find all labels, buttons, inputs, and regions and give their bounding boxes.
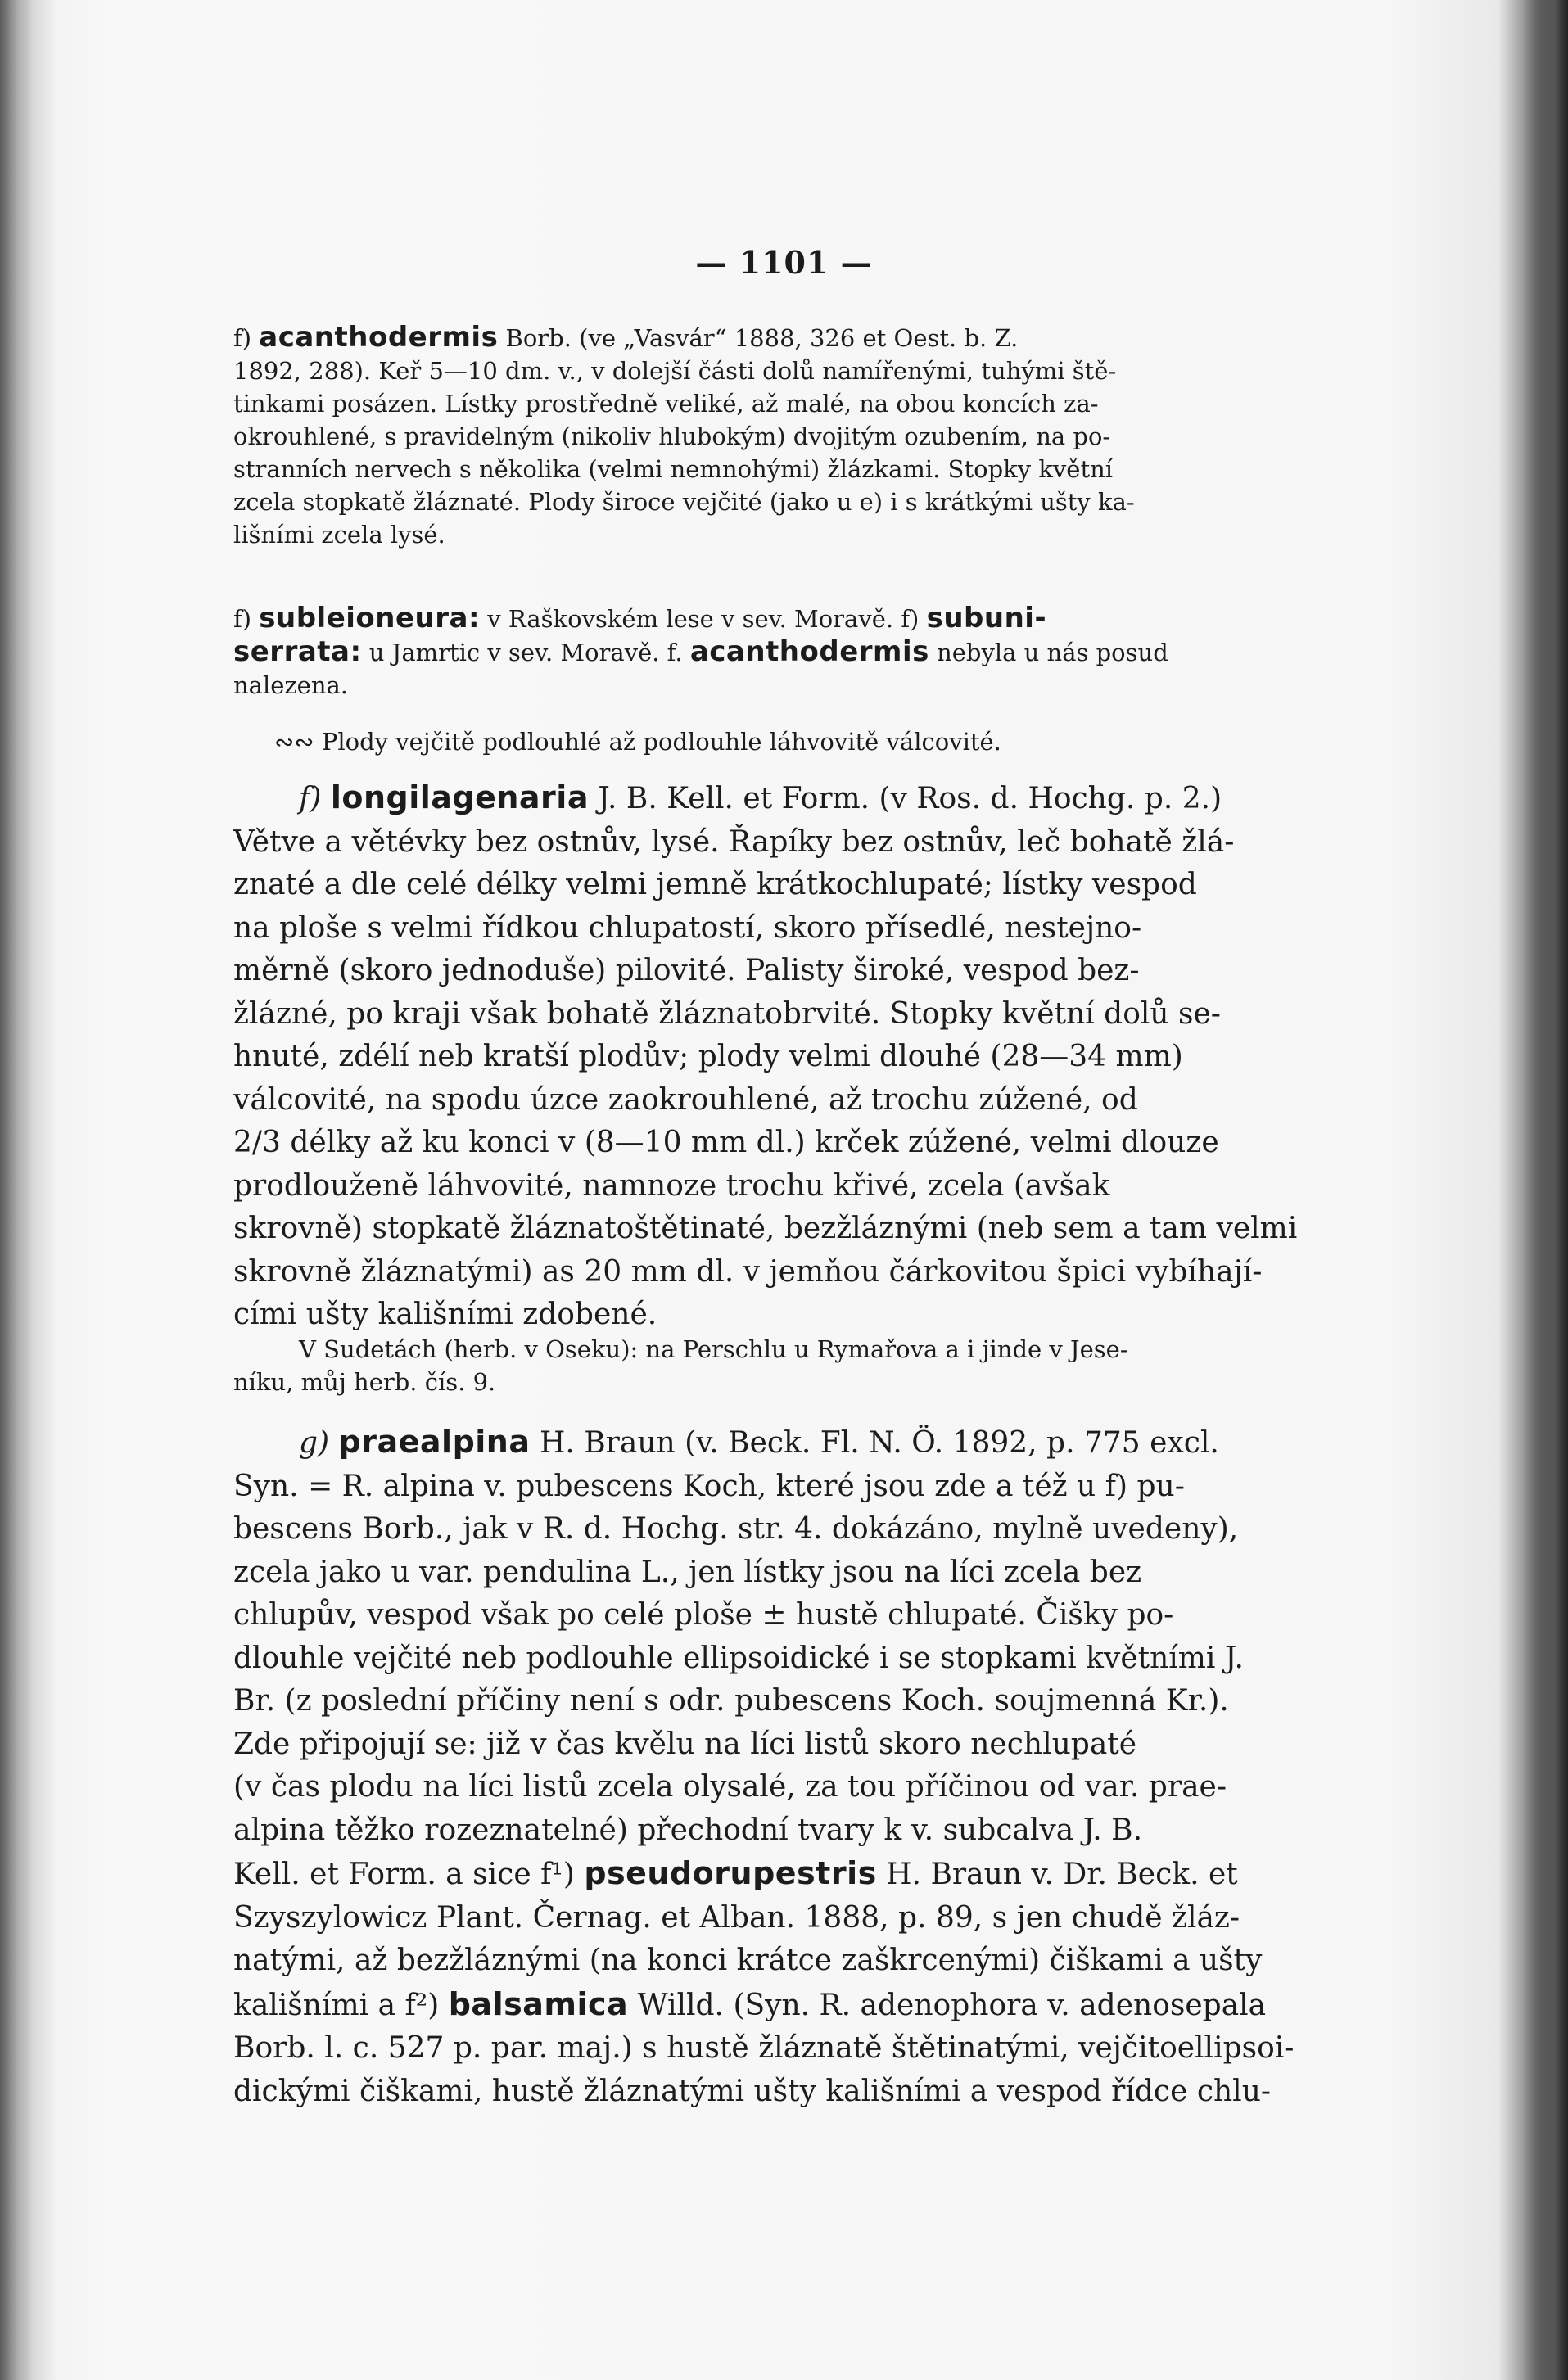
taxon-name: pseudorupestris [584,1855,877,1891]
taxon-name: subleioneura: [259,602,481,635]
scan-edge-right [1523,0,1568,2380]
text-line: zcela stopkatě žláznaté. Plody široce vejčité (jako u e) i s krátkými ušty ka- [233,488,1135,516]
text-line: f) longilagenaria J. B. Kell. et Form. (v Ros. d. Hochg. p. 2.) [299,779,1222,815]
text-line: Zde připojují se: již v čas kvělu na líci listů skoro nechlupaté [233,1727,1137,1761]
text-line: serrata: u Jamrtic v sev. Moravě. f. acanthodermis nebyla u nás posud [233,635,1168,668]
taxon-name: acanthodermis [259,321,499,354]
taxon-name: praealpina [338,1424,531,1460]
text-line: skrovně) stopkatě žláznatoštětinaté, bezžláznými (neb sem a tam velmi [233,1212,1298,1245]
paragraph-locality [233,1333,1310,1398]
taxon-name: longilagenaria [330,779,589,815]
text-line: válcovité, na spodu úzce zaokrouhlené, až trochu zúžené, od [233,1082,1138,1117]
text-line: chlupův, vespod však po celé ploše ± hustě chlupaté. Čišky po- [233,1598,1174,1632]
text-line: 1892, 288). Keř 5—10 dm. v., v dolejší části dolů namířenými, tuhými ště- [233,357,1117,385]
taxon-name: balsamica [448,1985,629,2022]
text-line: alpina těžko rozeznatelné) přechodní tvary k v. subcalva J. B. [233,1813,1143,1847]
text-line: měrně (skoro jednoduše) pilovité. Palisty široké, vespod bez- [233,954,1140,987]
text-line: ∾∾ Plody vejčitě podlouhlé až podlouhle láhvovitě válcovité. [274,728,1001,756]
text-line: Br. (z poslední příčiny není s odr. pubescens Koch. soujmenná Kr.). [233,1684,1229,1718]
text-line: níku, můj herb. čís. 9. [233,1368,496,1396]
taxon-name: serrata: [233,635,362,668]
text-line: skrovně žláznatými) as 20 mm dl. v jemňou čárkovitou špici vybíhají- [233,1254,1263,1289]
text-line: f) acanthodermis Borb. (ve „Vasvár“ 1888, 326 et Oest. b. Z. [233,321,1019,354]
text-line: okrouhlené, s pravidelným (nikoliv hlubokým) dvojitým ozubením, na po- [233,422,1111,450]
text-line: (v čas plodu na líci listů zcela olysalé, za tou příčinou od var. prae- [233,1770,1227,1804]
text-line: nalezena. [233,671,349,699]
text-line: stranních nervech s několika (velmi nemnohými) žlázkami. Stopky květní [233,455,1114,483]
taxon-name: subuni- [926,602,1047,635]
text-line: f) subleioneura: v Raškovském lese v sev. Moravě. f) subuni- [233,602,1047,635]
text-line: Syn. = R. alpina v. pubescens Koch, které jsou zde a též u f) pu- [233,1469,1185,1503]
taxon-name: acanthodermis [689,635,929,668]
text-line: na ploše s velmi řídkou chlupatostí, skoro přísedlé, nestejno- [233,910,1142,945]
text-line: dlouhle vejčité neb podlouhle ellipsoidické i se stopkami květními J. [233,1641,1244,1675]
text-line: bescens Borb., jak v R. d. Hochg. str. 4. dokázáno, mylně uvedeny), [233,1512,1239,1546]
text-line: prodlouženě láhvovité, namnoze trochu křivé, zcela (avšak [233,1168,1110,1203]
text-line: natými, až bezžláznými (na konci krátce zaškrcenými) čiškami a ušty [233,1944,1263,1977]
scan-edge-left [0,0,33,2380]
text-line: tinkami posázen. Lístky prostředně veliké, až malé, na obou koncích za- [233,390,1099,418]
text-line: Borb. l. c. 527 p. par. maj.) s hustě žláznatě štětinatými, vejčitoellipsoi- [233,2031,1295,2065]
paragraph-longilagenaria [233,776,1310,1337]
page-number: — 1101 — [695,244,873,281]
text-line: Kell. et Form. a sice f¹) pseudorupestris H. Braun v. Dr. Beck. et [233,1855,1238,1891]
fruit-note [274,725,1310,758]
text-line: dickými čiškami, hustě žláznatými ušty kališními a vespod řídce chlu- [233,2074,1272,2108]
text-line: žlázné, po kraji však bohatě žláznatobrvité. Stopky květní dolů se- [233,996,1221,1031]
paragraph-subleioneura [233,602,1310,702]
text-line: zcela jako u var. pendulina L., jen lístky jsou na líci zcela bez [233,1555,1142,1589]
text-line: 2/3 délky až ku konci v (8—10 mm dl.) krček zúžené, velmi dlouze [233,1126,1219,1159]
text-line: V Sudetách (herb. v Oseku): na Perschlu u Rymařova a i jinde v Jese- [299,1335,1128,1363]
paragraph-praealpina [233,1420,1310,2113]
text-line: cími ušty kališními zdobené. [233,1298,657,1331]
text-line: g) praealpina H. Braun (v. Beck. Fl. N. Ö. 1892, p. 775 excl. [299,1424,1219,1460]
text-line: Větve a větévky bez ostnův, lysé. Řapíky bez ostnův, leč bohatě žlá- [233,824,1235,859]
paragraph-acanthodermis [233,321,1310,551]
text-line: Szyszylowicz Plant. Černag. et Alban. 1888, p. 89, s jen chudě žláz- [233,1900,1240,1935]
text-line: lišními zcela lysé. [233,521,445,549]
text-line: hnuté, zdélí neb kratší plodův; plody velmi dlouhé (28—34 mm) [233,1040,1183,1073]
text-line: kališními a f²) balsamica Willd. (Syn. R. adenophora v. adenosepala [233,1985,1267,2022]
text-line: znaté a dle celé délky velmi jemně krátkochlupaté; lístky vespod [233,868,1197,901]
